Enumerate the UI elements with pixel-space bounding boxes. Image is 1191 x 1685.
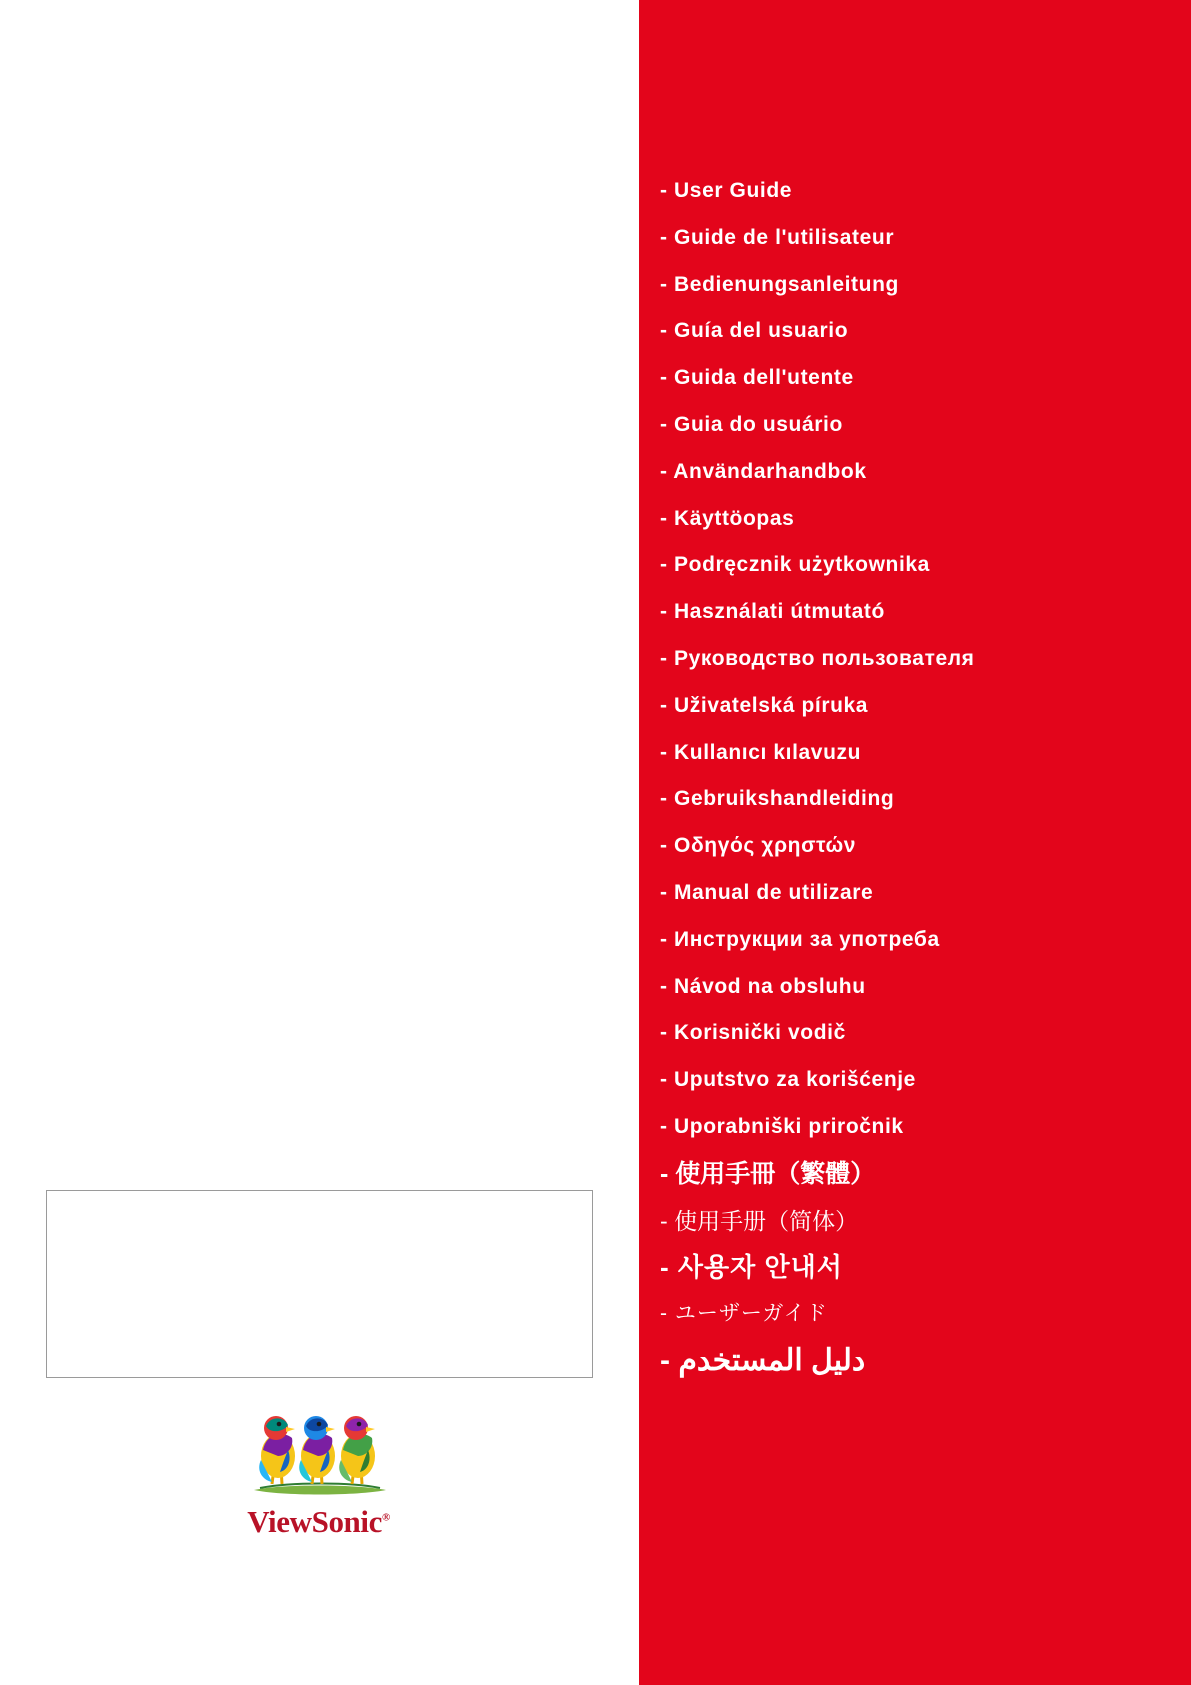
language-label: Korisnički vodič (674, 1021, 846, 1045)
dash-bullet: - (660, 1207, 668, 1234)
language-label: User Guide (674, 179, 793, 202)
model-info-text (47, 1191, 592, 1219)
language-item (660, 870, 1180, 917)
dash-bullet: - (660, 693, 668, 717)
language-label: Guia do usuário (674, 412, 843, 436)
language-item (660, 355, 1180, 402)
language-item (660, 449, 1180, 496)
language-label: Bedienungsanleitung (674, 272, 899, 296)
dash-bullet: - (660, 740, 668, 764)
language-label: 사용자 안내서 (677, 1252, 843, 1283)
language-label: Guía del usuario (674, 319, 849, 343)
language-label: Guida dell'utente (674, 366, 854, 390)
dash-bullet: - (660, 787, 668, 811)
language-item (660, 823, 1180, 870)
language-label: Návod na obsluhu (674, 974, 866, 998)
language-label: Käyttöopas (674, 506, 795, 530)
dash-bullet: - (660, 1302, 668, 1326)
language-item (660, 1244, 1180, 1291)
language-label: Használati útmutató (674, 600, 885, 624)
language-item (660, 917, 1180, 964)
language-item (660, 1291, 1180, 1338)
language-item (660, 542, 1180, 589)
language-item (660, 308, 1180, 355)
dash-bullet: - (660, 927, 668, 951)
dash-bullet: - (660, 646, 668, 670)
language-item (660, 1338, 1180, 1385)
language-label: Uživatelská píruka (674, 693, 869, 717)
gouldian-finches-icon (236, 1398, 401, 1502)
dash-bullet: - (660, 1068, 668, 1092)
dash-bullet: - (660, 600, 668, 624)
language-item (660, 1104, 1180, 1151)
dash-bullet: - (660, 1021, 668, 1045)
language-label: Инструкции за употреба (674, 927, 940, 951)
language-label: Guide de l'utilisateur (674, 225, 895, 249)
viewsonic-logo (236, 1398, 401, 1548)
language-label: ユーザーガイド (674, 1302, 828, 1326)
language-item (660, 168, 1180, 215)
dash-bullet: - (660, 506, 668, 530)
language-label: دليل المستخدم (678, 1343, 866, 1377)
language-label: Användarhandbok (673, 459, 867, 483)
language-item (660, 1057, 1180, 1104)
language-item (660, 402, 1180, 449)
language-item (660, 964, 1180, 1011)
brand-wordmark (236, 1504, 401, 1540)
language-item (660, 1198, 1180, 1245)
dash-bullet: - (660, 179, 668, 202)
dash-bullet: - (660, 459, 668, 483)
language-label: Gebruikshandleiding (674, 787, 895, 811)
language-item (660, 215, 1180, 262)
language-label: Kullanıcı kılavuzu (674, 740, 862, 764)
language-item (660, 1151, 1180, 1198)
language-label: Manual de utilizare (674, 880, 874, 904)
language-label: 使用手册（简体） (674, 1207, 859, 1234)
dash-bullet: - (660, 412, 668, 436)
language-item (660, 1010, 1180, 1057)
language-item (660, 589, 1180, 636)
dash-bullet: - (660, 1159, 669, 1188)
trademark-symbol: ® (381, 1511, 390, 1524)
language-label: Руководство пользователя (674, 646, 975, 670)
language-item (660, 730, 1180, 777)
dash-bullet: - (660, 319, 668, 343)
language-item (660, 683, 1180, 730)
brand-name: ViewSonic (247, 1504, 382, 1539)
language-item (660, 636, 1180, 683)
language-label: 使用手冊（繁體） (675, 1159, 876, 1188)
dash-bullet: - (660, 225, 668, 249)
dash-bullet: - (660, 880, 668, 904)
dash-bullet: - (660, 553, 668, 577)
model-info-box (46, 1190, 593, 1378)
dash-bullet: - (660, 834, 668, 858)
dash-bullet: - (660, 1252, 670, 1283)
dash-bullet: - (660, 1343, 670, 1377)
language-label: Uputstvo za korišćenje (674, 1068, 916, 1092)
dash-bullet: - (660, 272, 668, 296)
language-item (660, 776, 1180, 823)
language-label: Podręcznik użytkownika (674, 553, 930, 577)
language-label: Uporabniški priročnik (674, 1114, 904, 1138)
dash-bullet: - (660, 1114, 668, 1138)
language-label: Οδηγός χρηστών (674, 834, 857, 858)
language-item (660, 496, 1180, 543)
dash-bullet: - (660, 974, 668, 998)
language-list (660, 168, 1180, 1385)
dash-bullet: - (660, 366, 668, 390)
language-item (660, 262, 1180, 309)
